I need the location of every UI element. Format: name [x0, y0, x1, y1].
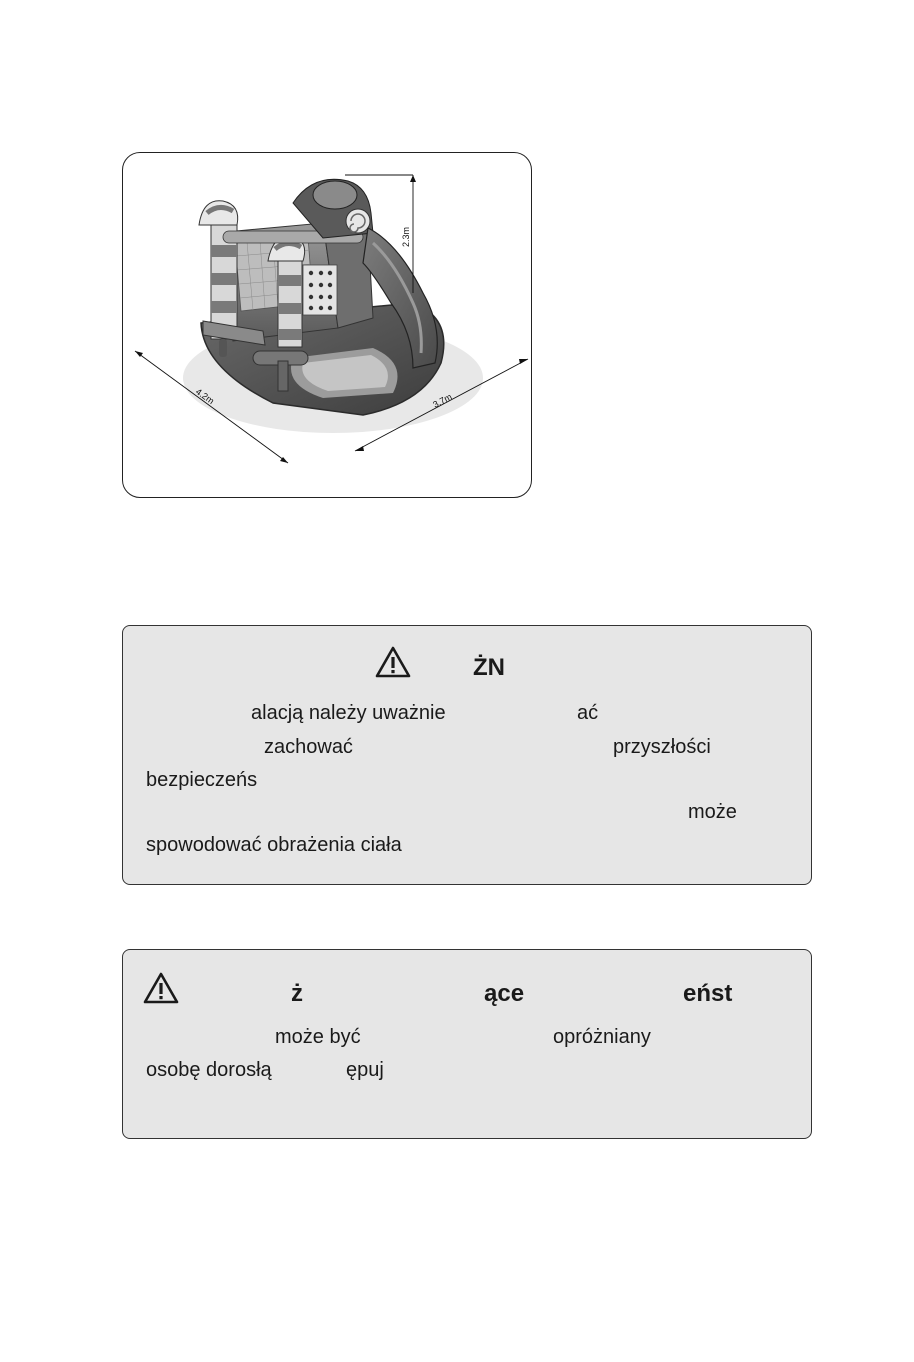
- notice-text: zachować: [264, 736, 353, 758]
- notice-text: alacją należy uważnie: [251, 702, 446, 724]
- dim-length-label: 4.2m: [193, 386, 216, 407]
- safety-heading: eńst: [683, 980, 733, 1007]
- safety-text: osobę dorosłą: [146, 1059, 272, 1081]
- dim-height-label: 2.3m: [401, 226, 411, 247]
- notice-text: przyszłości: [613, 736, 711, 758]
- safety-text: może być: [275, 1026, 361, 1048]
- important-notice-box: [122, 625, 812, 885]
- notice-text: bezpieczeńs: [146, 769, 258, 791]
- notice-text: ać: [577, 702, 599, 724]
- warning-triangle-icon: [143, 972, 179, 1004]
- inflatable-castle-illustration-icon: [123, 153, 531, 497]
- notice-heading: ŻN: [473, 654, 505, 681]
- safety-text: ępuj: [346, 1059, 384, 1081]
- warning-triangle-icon: [375, 646, 411, 678]
- safety-heading: ące: [484, 980, 525, 1007]
- notice-text: spowodować obrażenia ciała: [146, 834, 402, 856]
- safety-notice-box: [122, 949, 812, 1139]
- safety-text: opróżniany: [553, 1026, 651, 1048]
- product-figure: [122, 152, 532, 498]
- dim-width-label: 3.7m: [431, 391, 454, 410]
- safety-heading: ż: [291, 980, 303, 1007]
- notice-text: może: [688, 801, 737, 823]
